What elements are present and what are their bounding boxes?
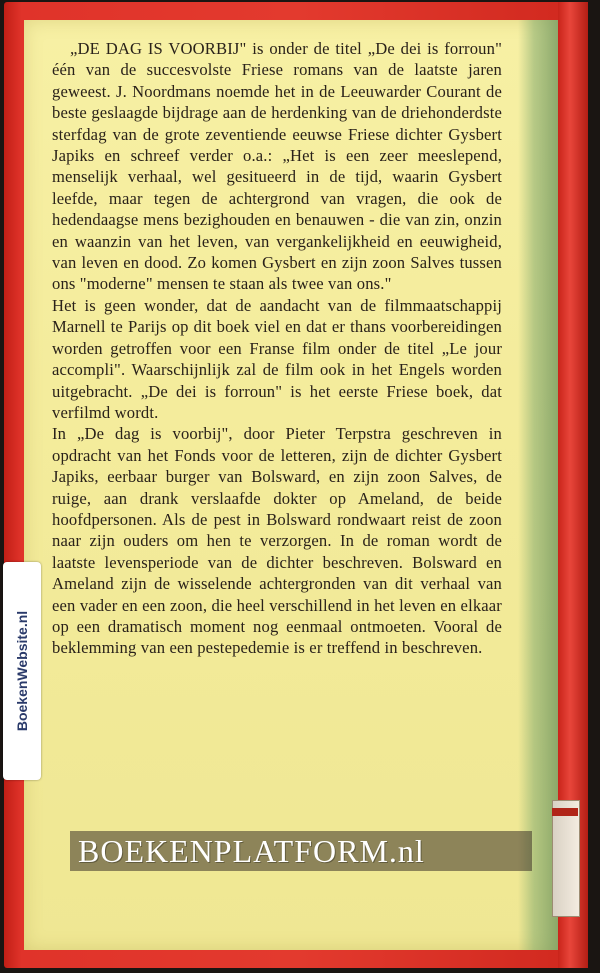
- blurb-text: [52, 38, 502, 659]
- side-watermark-label: [3, 562, 41, 780]
- watermark-text: BOEKENPLATFORM.nl: [78, 833, 425, 869]
- watermark-banner: [70, 831, 532, 871]
- blurb-paragraph-2: Het is geen wonder, dat de aandacht van de filmmaatschappij Marnell te Parijs op dit boek viel en dat er thans voorbereidingen worden getroffen voor een Franse film onder de titel „Le jour accompli". Waarschijnlijk zal de film ook in het Engels worden uitgebracht. „De dei is forroun" is het eerste Friese boek, dat verfilmd wordt.: [52, 295, 502, 422]
- library-label-stripe: [552, 808, 578, 816]
- blurb-paragraph-3: In „De dag is voorbij", door Pieter Terpstra geschreven in opdracht van het Fonds voor de letteren, zijn de dichter Gysbert Japiks, eerbaar burger van Bolsward, en zijn zoon Salves, de ruige, aan drank verslaafde dokter op Ameland, de beide hoofdpersonen. Als de pest in Bolsward rondwaart reist de zoon naar zijn ouders om hen te verzorgen. In de roman wordt de laatste levensperiode van de dichter beschreven. Bolsward en Ameland zijn de wisselende achtergronden van dit verhaal van een vader en een zoon, die heel verschillend in het leven en elkaar op een dramatisch moment nog eenmaal ontmoeten. Vooral de beklemming van een pestepedemie is er treffend in beschreven.: [52, 424, 502, 658]
- side-watermark-text: BoekenWebsite.nl: [14, 610, 30, 732]
- blurb-paragraph-1: „DE DAG IS VOORBIJ" is onder de titel „De dei is forroun" één van de succesvolste Friese romans van de laatste jaren geweest. J. Noordmans noemde het in de Leeuwarder Courant de beste geslaagde bijdrage aan de herdenking van de driehonderdste sterfdag van de grote zeventiende eeuwse Friese dichter Gysbert Japiks en schreef verder o.a.: „Het is een zeer meeslepend, menselijk verhaal, wel gesitueerd in de tijd, waarin Gysbert leefde, maar tegen de achtergrond van vragen, die ook de hedendaagse mens bezighouden en benauwen - die van zin, onzin en waanzin van het leven, van vergankelijkheid en eeuwigheid, van leven en dood. Zo komen Gysbert en zijn zoon Salves tussen ons "moderne" mensen te staan als twee van ons.": [52, 39, 502, 294]
- library-label: [552, 800, 580, 917]
